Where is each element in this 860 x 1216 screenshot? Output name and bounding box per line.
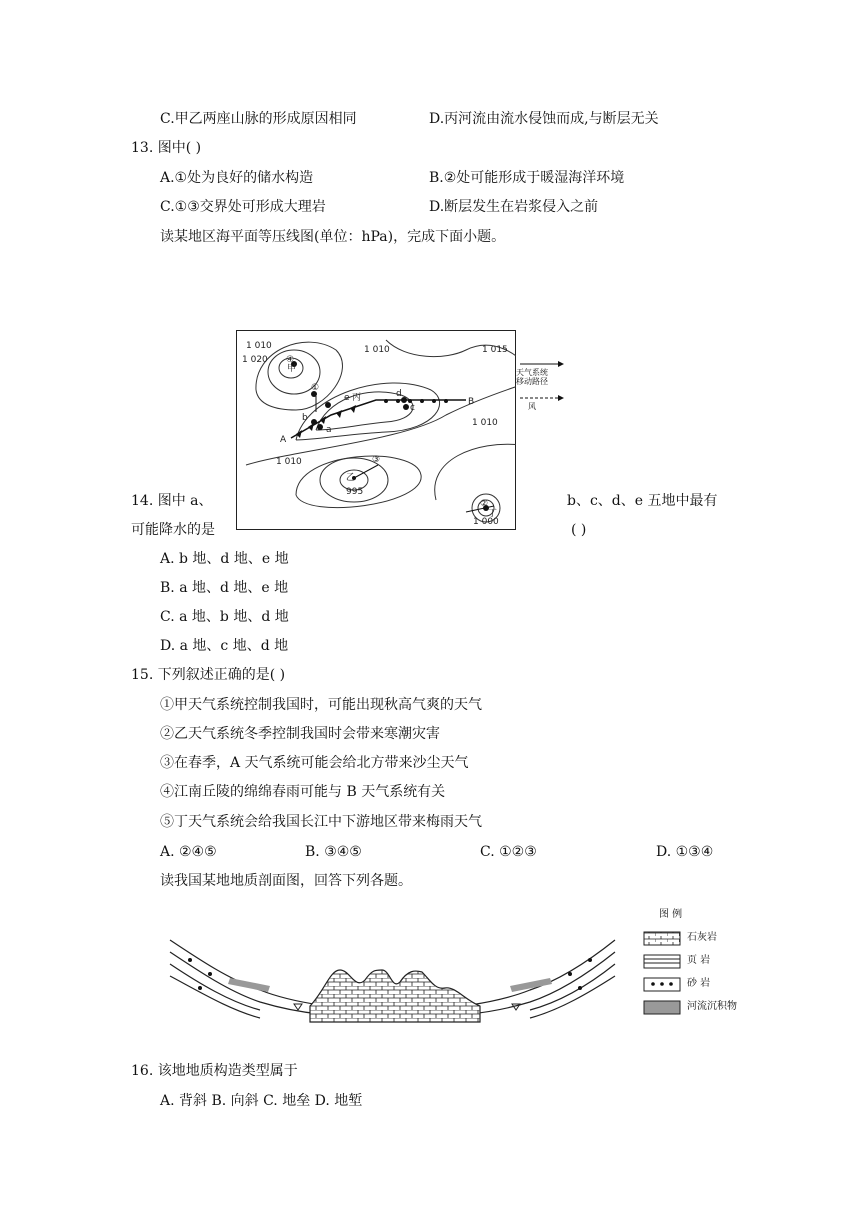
- warm-front-dot: [384, 399, 388, 403]
- point-c: [403, 404, 409, 410]
- q14-option-a: A. b 地、d 地、e 地: [160, 551, 289, 567]
- isobar-contour: [434, 444, 515, 500]
- water-level-marker: [294, 1004, 302, 1010]
- limestone-body: [310, 970, 480, 1022]
- intro-pressure-map: 读某地区海平面等压线图(单位：hPa)，完成下面小题。: [160, 229, 506, 245]
- sediment-swatch: [644, 1001, 680, 1014]
- q15-statement-3: ③在春季，A 天气系统可能会给北方带来沙尘天气: [160, 755, 469, 771]
- q14-option-c: C. a 地、b 地、d 地: [160, 609, 289, 625]
- q15-statement-1: ①甲天气系统控制我国时，可能出现秋高气爽的天气: [160, 697, 482, 713]
- q13-option-c: C.①③交界处可形成大理岩: [160, 199, 326, 215]
- label-ding: 丁: [487, 508, 497, 519]
- limestone-swatch: [644, 932, 680, 945]
- isobar-label: 1 010: [363, 344, 390, 355]
- isobar-label: 1 020: [241, 354, 268, 365]
- label-b: b: [301, 412, 308, 423]
- legend-limestone: 石灰岩: [687, 932, 717, 943]
- legend-sandstone: 砂 岩: [687, 978, 711, 989]
- sandstone-dot: [578, 986, 582, 990]
- q15-option-d: D. ①③④: [656, 844, 714, 860]
- sandstone-dot: [198, 986, 202, 990]
- shale-swatch: [644, 955, 680, 968]
- warm-front-dot: [396, 399, 400, 403]
- legend-path-label: 天气系统移动路径: [516, 368, 548, 386]
- q14-bracket: ( ): [571, 522, 587, 538]
- q13-option-b: B.②处可能形成于暖湿海洋环境: [429, 170, 625, 186]
- river-sediment: [228, 978, 270, 992]
- label-jia: 甲: [286, 363, 296, 374]
- label-marker-4: ④: [285, 354, 294, 365]
- point-d: [401, 397, 407, 403]
- warm-front-dot: [420, 399, 424, 403]
- isobar-map: [236, 330, 516, 530]
- sandstone-dot: [568, 972, 572, 976]
- isobar-contour: [296, 456, 421, 508]
- isobar-label: 1 010: [245, 340, 272, 351]
- geo-legend-swatches: [643, 930, 683, 1020]
- q14-stem-line2: 可能降水的是: [131, 522, 215, 538]
- q12-option-c: C.甲乙两座山脉的形成原因相同: [160, 111, 357, 127]
- cold-front-triangle: [336, 410, 342, 418]
- q15-option-b: B. ③④⑤: [305, 844, 362, 860]
- warm-front-dot: [432, 399, 436, 403]
- q14-option-b: B. a 地、d 地、e 地: [160, 580, 289, 596]
- q13-stem: 13. 图中( ): [131, 140, 202, 156]
- isobar-label: 1 010: [275, 456, 302, 467]
- q15-option-c: C. ①②③: [480, 844, 537, 860]
- q13-option-d: D.断层发生在岩浆侵入之前: [429, 199, 599, 215]
- isobar-map-svg: [236, 330, 516, 530]
- isobar-label: 1 000: [472, 516, 499, 527]
- q14-stem-part2: b、c、d、e 五地中最有: [567, 493, 718, 509]
- sandstone-dot: [208, 972, 212, 976]
- label-c: c: [409, 402, 415, 413]
- label-e: e: [343, 392, 350, 403]
- stratum-line: [530, 964, 615, 1010]
- label-yi: 乙: [345, 472, 355, 483]
- point-b: [311, 419, 317, 425]
- q15-statement-4: ④江南丘陵的绵绵春雨可能与 B 天气系统有关: [160, 784, 446, 800]
- isobar-label: 1 015: [481, 344, 508, 355]
- geo-legend-title: 图 例: [659, 909, 683, 920]
- label-B: B: [467, 396, 474, 407]
- label-d: d: [395, 388, 402, 399]
- q15-option-a: A. ②④⑤: [160, 844, 217, 860]
- label-A: A: [279, 434, 286, 445]
- label-bing: 丙: [351, 392, 361, 403]
- q15-stem: 15. 下列叙述正确的是( ): [131, 667, 286, 683]
- q13-option-a: A.①处为良好的储水构造: [160, 170, 314, 186]
- point-a: [317, 424, 323, 430]
- geologic-section: [160, 930, 620, 1030]
- q14-stem-part1: 14. 图中 a、: [131, 493, 213, 509]
- intro-geology: 读我国某地地质剖面图，回答下列各题。: [160, 873, 412, 889]
- q16-options: A. 背斜 B. 向斜 C. 地垒 D. 地堑: [160, 1093, 363, 1109]
- warm-front-dot: [444, 399, 448, 403]
- q15-statement-5: ⑤丁天气系统会给我国长江中下游地区带来梅雨天气: [160, 814, 482, 830]
- legend-sediment: 河流沉积物: [687, 1001, 737, 1012]
- label-marker-3: ③: [371, 454, 380, 465]
- sandstone-dot: [188, 958, 192, 962]
- label-marker-1: ①: [310, 382, 319, 393]
- map-legend: [518, 358, 570, 418]
- label-marker-2: ②: [479, 498, 488, 509]
- q16-stem: 16. 该地地质构造类型属于: [131, 1063, 298, 1079]
- cold-front-triangle: [350, 405, 356, 413]
- stratum-line: [470, 940, 615, 1005]
- point-e: [325, 402, 331, 408]
- sandstone-dot: [588, 958, 592, 962]
- q15-statement-2: ②乙天气系统冬季控制我国时会带来寒潮灾害: [160, 726, 440, 742]
- q14-option-d: D. a 地、c 地、d 地: [160, 638, 289, 654]
- isobar-label: 1 010: [471, 417, 498, 428]
- q12-option-d: D.丙河流由流水侵蚀而成,与断层无关: [429, 111, 659, 127]
- legend-wind-label: 风: [528, 402, 536, 411]
- label-a: a: [325, 424, 332, 435]
- arrow-3: [354, 465, 378, 478]
- isobar-label: 995: [345, 486, 363, 497]
- legend-shale: 页 岩: [687, 955, 711, 966]
- stratum-line: [170, 940, 320, 1005]
